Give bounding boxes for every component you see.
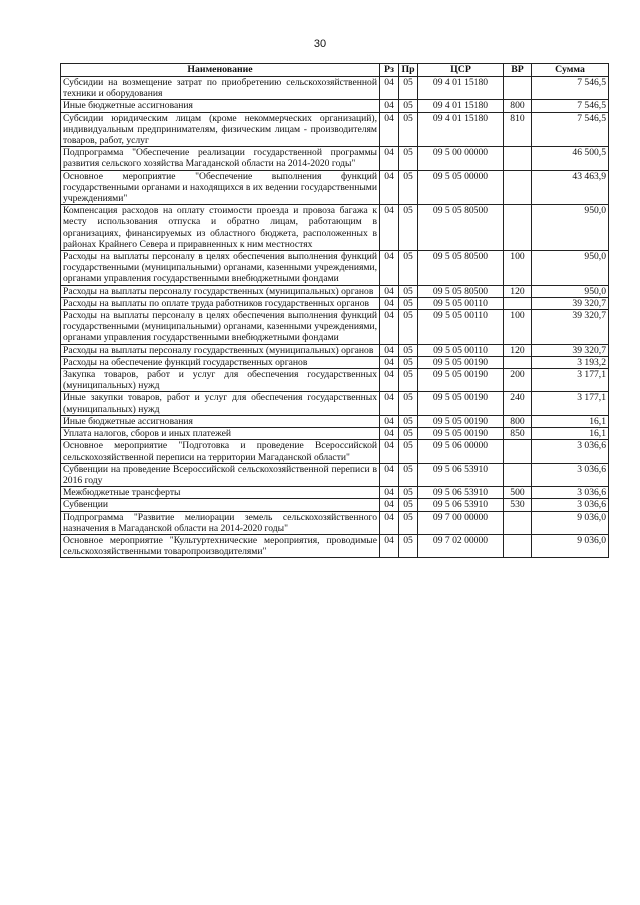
- cell-rz: 04: [380, 487, 399, 499]
- cell-vr: 500: [504, 487, 532, 499]
- cell-csr: 09 5 06 53910: [418, 499, 504, 511]
- cell-pr: 05: [399, 415, 418, 427]
- cell-pr: 05: [399, 112, 418, 147]
- cell-vr: 200: [504, 369, 532, 392]
- table-row: [61, 100, 609, 112]
- cell-csr: 09 5 06 00000: [418, 440, 504, 463]
- cell-name: Расходы на обеспечение функций государственных органов: [61, 356, 380, 368]
- cell-vr: [504, 534, 532, 557]
- table-row: [61, 440, 609, 463]
- cell-name: Иные бюджетные ассигнования: [61, 415, 380, 427]
- cell-sum: 950,0: [532, 251, 609, 286]
- cell-csr: 09 5 05 00110: [418, 310, 504, 345]
- cell-pr: 05: [399, 499, 418, 511]
- cell-csr: 09 5 05 80500: [418, 285, 504, 297]
- header-vr: ВР: [504, 64, 532, 77]
- cell-sum: 7 546,5: [532, 77, 609, 100]
- header-name: Наименование: [61, 64, 380, 77]
- cell-name: Субвенции на проведение Всероссийской сельскохозяйственной переписи в 2016 году: [61, 463, 380, 486]
- cell-pr: 05: [399, 205, 418, 251]
- cell-csr: 09 5 05 00110: [418, 344, 504, 356]
- cell-sum: 39 320,7: [532, 310, 609, 345]
- cell-sum: 3 036,6: [532, 499, 609, 511]
- cell-csr: 09 5 06 53910: [418, 487, 504, 499]
- cell-pr: 05: [399, 297, 418, 309]
- cell-csr: 09 5 05 00190: [418, 392, 504, 415]
- table-row: [61, 170, 609, 205]
- cell-pr: 05: [399, 487, 418, 499]
- cell-csr: 09 5 05 00190: [418, 428, 504, 440]
- cell-csr: 09 7 02 00000: [418, 534, 504, 557]
- cell-sum: 39 320,7: [532, 297, 609, 309]
- cell-rz: 04: [380, 285, 399, 297]
- cell-sum: 3 193,2: [532, 356, 609, 368]
- table-row: [61, 147, 609, 170]
- table-row: [61, 534, 609, 557]
- table-row: [61, 77, 609, 100]
- cell-rz: 04: [380, 534, 399, 557]
- cell-csr: 09 5 05 00190: [418, 369, 504, 392]
- cell-rz: 04: [380, 511, 399, 534]
- cell-pr: 05: [399, 251, 418, 286]
- table-row: [61, 428, 609, 440]
- cell-sum: 9 036,0: [532, 534, 609, 557]
- cell-sum: 3 177,1: [532, 369, 609, 392]
- cell-vr: 530: [504, 499, 532, 511]
- cell-rz: 04: [380, 310, 399, 345]
- cell-rz: 04: [380, 356, 399, 368]
- cell-name: Расходы на выплаты по оплате труда работников государственных органов: [61, 297, 380, 309]
- cell-name: Субсидии юридическим лицам (кроме некоммерческих организаций), индивидуальным предпринимателям, физическим лицам - производителям товаров, работ, услуг: [61, 112, 380, 147]
- cell-sum: 39 320,7: [532, 344, 609, 356]
- cell-pr: 05: [399, 310, 418, 345]
- cell-name: Расходы на выплаты персоналу в целях обеспечения выполнения функций государственными (муниципальными) органами, казенными учреждениями, органами управления государственными внебюджетными фондами: [61, 310, 380, 345]
- cell-name: Основное мероприятие "Подготовка и проведение Всероссийской сельскохозяйственной переписи на территории Магаданской области": [61, 440, 380, 463]
- cell-pr: 05: [399, 170, 418, 205]
- table-row: [61, 310, 609, 345]
- cell-rz: 04: [380, 415, 399, 427]
- cell-sum: 16,1: [532, 415, 609, 427]
- cell-name: Межбюджетные трансферты: [61, 487, 380, 499]
- table-row: [61, 112, 609, 147]
- cell-vr: 100: [504, 251, 532, 286]
- cell-name: Основное мероприятие "Обеспечение выполнения функций государственными органами и находящихся в их ведении государственными учреждениями": [61, 170, 380, 205]
- cell-vr: [504, 147, 532, 170]
- cell-csr: 09 5 06 53910: [418, 463, 504, 486]
- cell-name: Основное мероприятие "Культуртехнические мероприятия, проводимые сельскохозяйственными товаропроизводителями": [61, 534, 380, 557]
- cell-vr: 800: [504, 415, 532, 427]
- cell-sum: 7 546,5: [532, 100, 609, 112]
- header-rz: Рз: [380, 64, 399, 77]
- cell-rz: 04: [380, 77, 399, 100]
- cell-sum: 43 463,9: [532, 170, 609, 205]
- cell-csr: 09 5 05 80500: [418, 205, 504, 251]
- cell-sum: 3 177,1: [532, 392, 609, 415]
- cell-vr: [504, 77, 532, 100]
- cell-sum: 16,1: [532, 428, 609, 440]
- cell-name: Субвенции: [61, 499, 380, 511]
- cell-csr: 09 7 00 00000: [418, 511, 504, 534]
- cell-pr: 05: [399, 147, 418, 170]
- cell-rz: 04: [380, 344, 399, 356]
- cell-csr: 09 4 01 15180: [418, 77, 504, 100]
- cell-sum: 46 500,5: [532, 147, 609, 170]
- cell-pr: 05: [399, 440, 418, 463]
- table-body: [61, 77, 609, 558]
- cell-rz: 04: [380, 297, 399, 309]
- table-row: [61, 499, 609, 511]
- cell-vr: [504, 356, 532, 368]
- cell-csr: 09 4 01 15180: [418, 100, 504, 112]
- cell-pr: 05: [399, 428, 418, 440]
- cell-csr: 09 5 05 00110: [418, 297, 504, 309]
- cell-rz: 04: [380, 369, 399, 392]
- cell-rz: 04: [380, 251, 399, 286]
- cell-rz: 04: [380, 499, 399, 511]
- cell-sum: 9 036,0: [532, 511, 609, 534]
- table-row: [61, 369, 609, 392]
- cell-name: Расходы на выплаты персоналу государственных (муниципальных) органов: [61, 344, 380, 356]
- cell-vr: [504, 297, 532, 309]
- cell-pr: 05: [399, 392, 418, 415]
- cell-rz: 04: [380, 392, 399, 415]
- table-row: [61, 251, 609, 286]
- cell-name: Иные бюджетные ассигнования: [61, 100, 380, 112]
- budget-table: [60, 63, 609, 558]
- table-row: [61, 344, 609, 356]
- cell-rz: 04: [380, 112, 399, 147]
- cell-name: Расходы на выплаты персоналу государственных (муниципальных) органов: [61, 285, 380, 297]
- cell-rz: 04: [380, 428, 399, 440]
- cell-csr: 09 5 05 80500: [418, 251, 504, 286]
- table-row: [61, 392, 609, 415]
- cell-pr: 05: [399, 77, 418, 100]
- table-row: [61, 487, 609, 499]
- cell-rz: 04: [380, 100, 399, 112]
- cell-rz: 04: [380, 170, 399, 205]
- table-header-row: [61, 64, 609, 77]
- cell-pr: 05: [399, 100, 418, 112]
- cell-vr: 850: [504, 428, 532, 440]
- cell-sum: 3 036,6: [532, 463, 609, 486]
- cell-vr: 120: [504, 344, 532, 356]
- page-number: 30: [313, 38, 327, 50]
- cell-vr: [504, 511, 532, 534]
- cell-csr: 09 5 05 00000: [418, 170, 504, 205]
- cell-csr: 09 4 01 15180: [418, 112, 504, 147]
- cell-sum: 950,0: [532, 205, 609, 251]
- header-csr: ЦСР: [418, 64, 504, 77]
- cell-vr: [504, 463, 532, 486]
- cell-name: Закупка товаров, работ и услуг для обеспечения государственных (муниципальных) нужд: [61, 369, 380, 392]
- cell-vr: 240: [504, 392, 532, 415]
- table-row: [61, 463, 609, 486]
- header-pr: Пр: [399, 64, 418, 77]
- cell-pr: 05: [399, 534, 418, 557]
- cell-pr: 05: [399, 511, 418, 534]
- cell-vr: 800: [504, 100, 532, 112]
- cell-rz: 04: [380, 205, 399, 251]
- cell-sum: 7 546,5: [532, 112, 609, 147]
- cell-sum: 3 036,6: [532, 440, 609, 463]
- cell-vr: 100: [504, 310, 532, 345]
- cell-vr: [504, 205, 532, 251]
- cell-name: Подпрограмма "Развитие мелиорации земель сельскохозяйственного назначения в Магаданской области на 2014-2020 годы": [61, 511, 380, 534]
- cell-name: Компенсация расходов на оплату стоимости проезда и провоза багажа к месту использования отпуска и обратно лицам, работающим в организациях, финансируемых из областного бюджета, расположенных в районах Крайнего Севера и приравненных к ним местностях: [61, 205, 380, 251]
- table-row: [61, 415, 609, 427]
- cell-pr: 05: [399, 285, 418, 297]
- cell-pr: 05: [399, 369, 418, 392]
- cell-name: Субсидии на возмещение затрат по приобретению сельскохозяйственной техники и оборудования: [61, 77, 380, 100]
- cell-name: Иные закупки товаров, работ и услуг для обеспечения государственных (муниципальных) нужд: [61, 392, 380, 415]
- cell-sum: 3 036,6: [532, 487, 609, 499]
- table-row: [61, 356, 609, 368]
- cell-vr: 810: [504, 112, 532, 147]
- cell-vr: [504, 170, 532, 205]
- cell-rz: 04: [380, 440, 399, 463]
- cell-csr: 09 5 05 00190: [418, 356, 504, 368]
- cell-csr: 09 5 05 00190: [418, 415, 504, 427]
- table-row: [61, 285, 609, 297]
- table-row: [61, 511, 609, 534]
- cell-name: Подпрограмма "Обеспечение реализации государственной программы развития сельского хозяйства Магаданской области на 2014-2020 годы": [61, 147, 380, 170]
- table-row: [61, 205, 609, 251]
- cell-csr: 09 5 00 00000: [418, 147, 504, 170]
- cell-vr: [504, 440, 532, 463]
- cell-pr: 05: [399, 463, 418, 486]
- table-row: [61, 297, 609, 309]
- header-sum: Сумма: [532, 64, 609, 77]
- cell-vr: 120: [504, 285, 532, 297]
- cell-name: Уплата налогов, сборов и иных платежей: [61, 428, 380, 440]
- cell-rz: 04: [380, 147, 399, 170]
- cell-pr: 05: [399, 344, 418, 356]
- cell-rz: 04: [380, 463, 399, 486]
- cell-name: Расходы на выплаты персоналу в целях обеспечения выполнения функций государственными (муниципальными) органами, казенными учреждениями, органами управления государственными внебюджетными фондами: [61, 251, 380, 286]
- cell-sum: 950,0: [532, 285, 609, 297]
- cell-pr: 05: [399, 356, 418, 368]
